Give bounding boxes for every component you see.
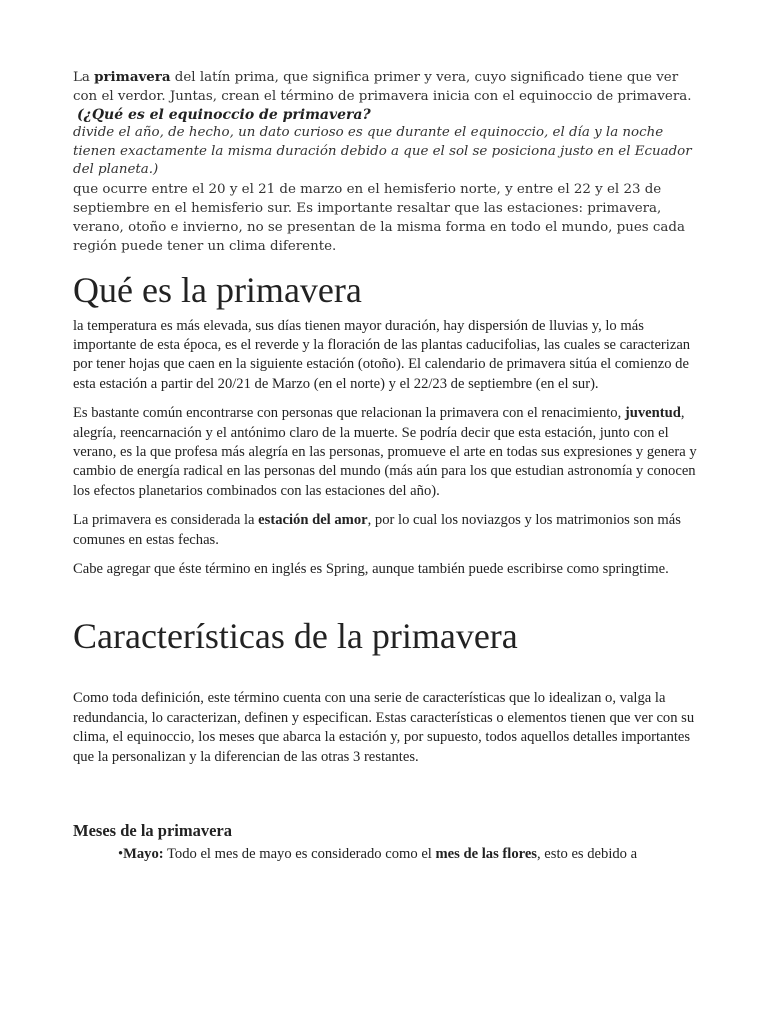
- intro-bold-term: primavera: [94, 69, 171, 85]
- body-text: Todo el mes de mayo es considerado como el: [163, 846, 436, 862]
- bullet-icon: •: [118, 846, 124, 862]
- bold-term: estación del amor: [258, 512, 368, 529]
- document-page: [73, 68, 698, 864]
- section-heading-caracteristicas: Características de la primavera: [73, 616, 518, 657]
- section2-paragraph-1: Como toda definición, este término cuenta con una serie de características que lo idealizan o, valga la redundancia, lo caracterizan, definen y especifican. Estas características o elementos tienen que ver con su clima, el equinoccio, los meses que abarca la estación y, por supuesto, todos aquellos detalles importantes que la personalizan y la diferencian de las otras 3 restantes.: [73, 690, 695, 765]
- body-text: La primavera es considerada la: [73, 512, 259, 529]
- list-item: [118, 845, 698, 864]
- intro-paragraph-2: que ocurre entre el 20 y el 21 de marzo en el hemisferio norte, y entre el 22 y el 23 de septiembre en el hemisferio sur. Es importante resaltar que las estaciones: primavera, verano, otoño e invierno, no se presentan de la misma forma en todo el mundo, pues cada región puede tener un clima diferente.: [73, 181, 685, 254]
- body-text: , esto es debido a: [536, 846, 638, 862]
- section1-paragraph-3: [73, 511, 698, 550]
- section1-paragraph-1: la temperatura es más elevada, sus días tienen mayor duración, hay dispersión de lluvias y, lo más importante de esta época, es el reverde y la floración de las plantas caducifolias, las cuales se caracterizan por tener hojas que caen en la siguiente estación (otoño). El calendario de primavera sitúa el comienzo de esta estación a partir del 20/21 de Marzo (en el norte) y el 22/23 de septiembre (en el sur).: [73, 317, 691, 392]
- intro-italic-note: divide el año, de hecho, un dato curioso es que durante el equinoccio, el día y la noche tienen exactamente la misma duración debido a que el sol se posiciona justo en el Ecuador del planeta.): [73, 125, 692, 177]
- bold-term: juventud: [624, 405, 681, 422]
- intro-text: del latín prima, que significa primer y vera, cuyo significado tiene que ver con el verdor. Juntas, crean el término de primavera inicia con el equinoccio de primavera.: [73, 70, 692, 104]
- body-text: , por lo cual los noviazgos y los matrimonios son más comunes en estas fechas.: [73, 512, 681, 548]
- subheading-meses: Meses de la primavera: [73, 821, 232, 840]
- body-text: Es bastante común encontrarse con personas que relacionan la primavera con el renacimiento,: [73, 405, 625, 422]
- section1-paragraph-2: [73, 404, 698, 501]
- bold-term: mes de las flores: [435, 846, 537, 862]
- intro-paragraph: [73, 68, 698, 106]
- section1-paragraph-4: Cabe agregar que éste término en inglés es Spring, aunque también puede escribirse como springtime.: [73, 560, 669, 577]
- intro-question: (¿Qué es el equinoccio de primavera?: [77, 107, 371, 123]
- body-text: , alegría, reencarnación y el antónimo claro de la muerte. Se podría decir que esta estación, junto con el verano, es la que profesa más alegría en las personas, promueve el arte en todas sus expresiones y genera y cambio de energía radical en las personas del mundo (más aún para los que estudian astronomía y conocen los efectos planetarios combinados con las estaciones del año).: [73, 405, 697, 499]
- bullet-label: Mayo:: [123, 846, 164, 862]
- intro-text: La: [73, 70, 95, 85]
- section-heading-que-es: Qué es la primavera: [73, 269, 362, 310]
